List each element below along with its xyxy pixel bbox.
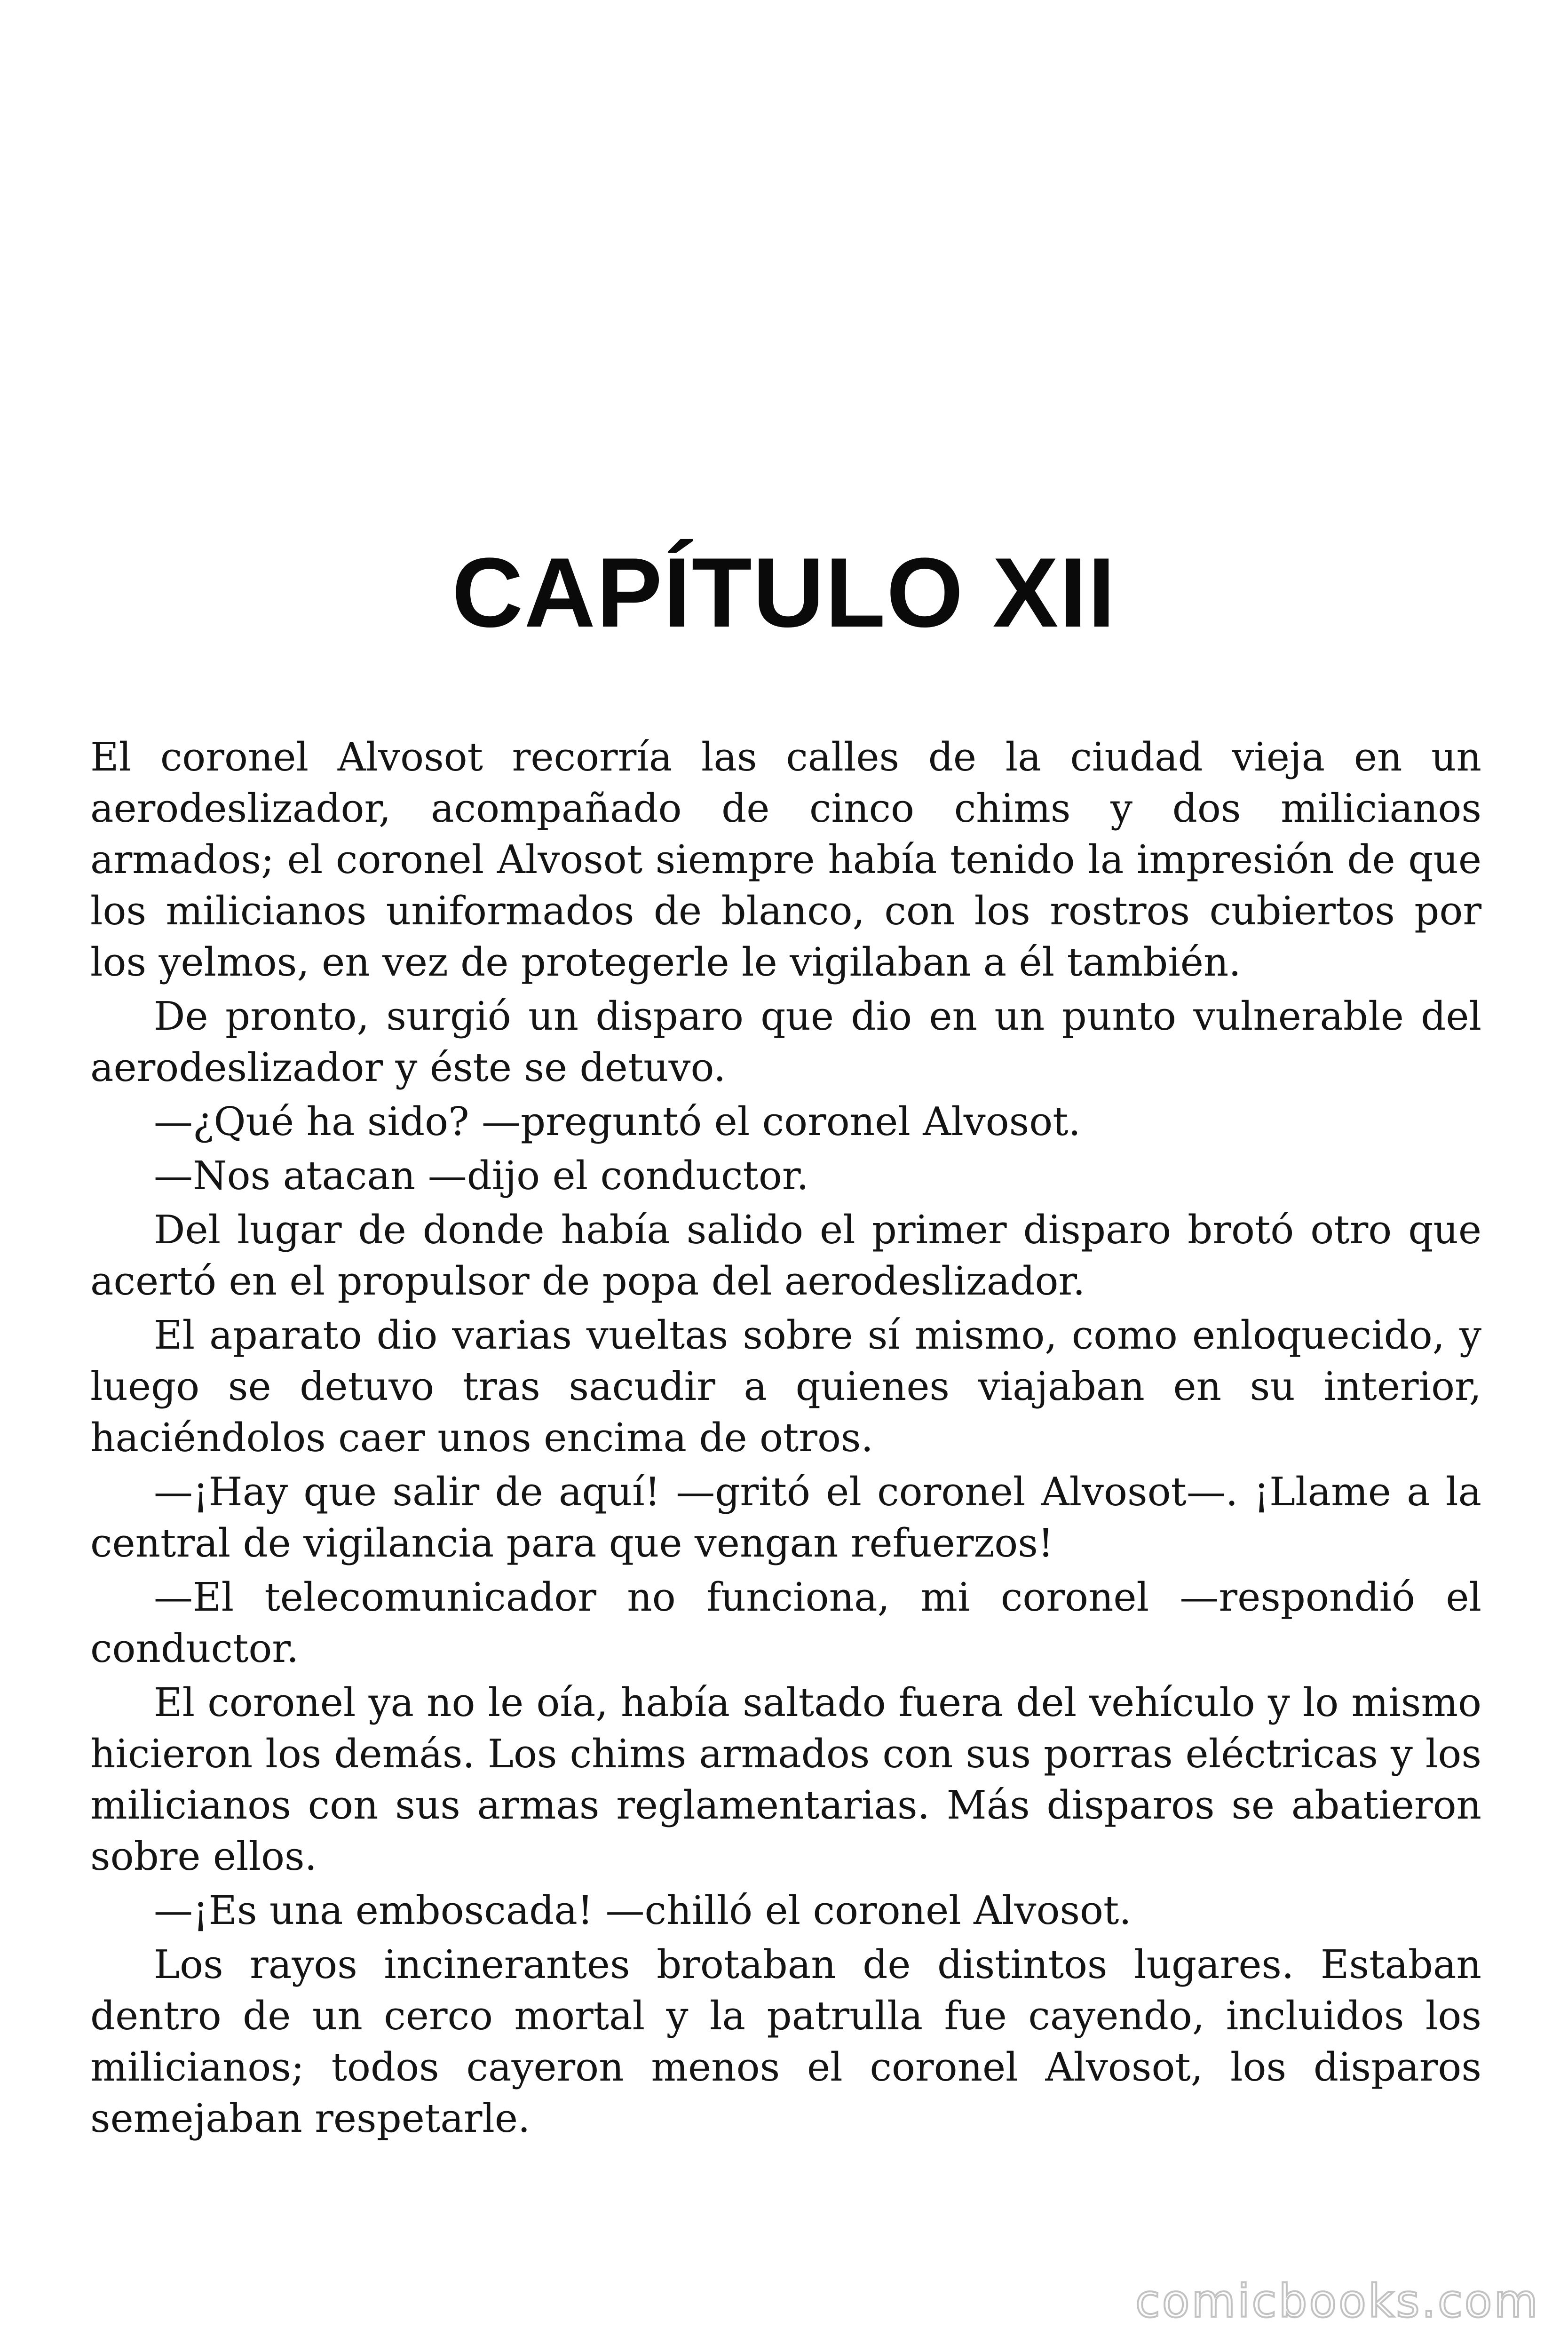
dialogue-line: —¡Hay que salir de aquí! —gritó el coronel Alvosot—. ¡Llame a la central de vigilancia para que vengan refuerzos! <box>90 1469 1481 1566</box>
paragraph: El coronel Alvosot recorría las calles de la ciudad vieja en un aerodeslizador, acompañado de cinco chims y dos milicianos armados; el coronel Alvosot siempre había tenido la impresión de que los milicianos uniformados de blanco, con los rostros cubiertos por los yelmos, en vez de protegerle le vigilaban a él también. <box>90 734 1481 985</box>
chapter-body <box>90 731 1481 2147</box>
paragraph: Los rayos incinerantes brotaban de distintos lugares. Estaban dentro de un cerco mortal y la patrulla fue cayendo, incluidos los milicianos; todos cayeron menos el coronel Alvosot, los disparos semejaban respetarle. <box>90 1942 1481 2141</box>
dialogue-line: —¡Es una emboscada! —chilló el coronel Alvosot. <box>154 1888 1132 1933</box>
paragraph: El aparato dio varias vueltas sobre sí mismo, como enloquecido, y luego se detuvo tras sacudir a quienes viajaban en su interior, haciéndolos caer unos encima de otros. <box>90 1312 1481 1461</box>
dialogue-line: —¿Qué ha sido? —preguntó el coronel Alvosot. <box>154 1099 1081 1144</box>
dialogue-line: —El telecomunicador no funciona, mi coronel —respondió el conductor. <box>90 1574 1481 1671</box>
paragraph: De pronto, surgió un disparo que dio en un punto vulnerable del aerodeslizador y éste se detuvo. <box>90 993 1481 1090</box>
dialogue-line: —Nos atacan —dijo el conductor. <box>154 1153 809 1199</box>
paragraph: El coronel ya no le oía, había saltado fuera del vehículo y lo mismo hicieron los demás. Los chims armados con sus porras eléctricas y los milicianos con sus armas reglamentarias. Más disparos se abatieron sobre ellos. <box>90 1680 1481 1879</box>
paragraph: Del lugar de donde había salido el primer disparo brotó otro que acertó en el propulsor de popa del aerodeslizador. <box>90 1207 1481 1304</box>
watermark-logo: comicbooks.com <box>1135 2275 1540 2328</box>
chapter-title: CAPÍTULO XII <box>451 537 1117 648</box>
